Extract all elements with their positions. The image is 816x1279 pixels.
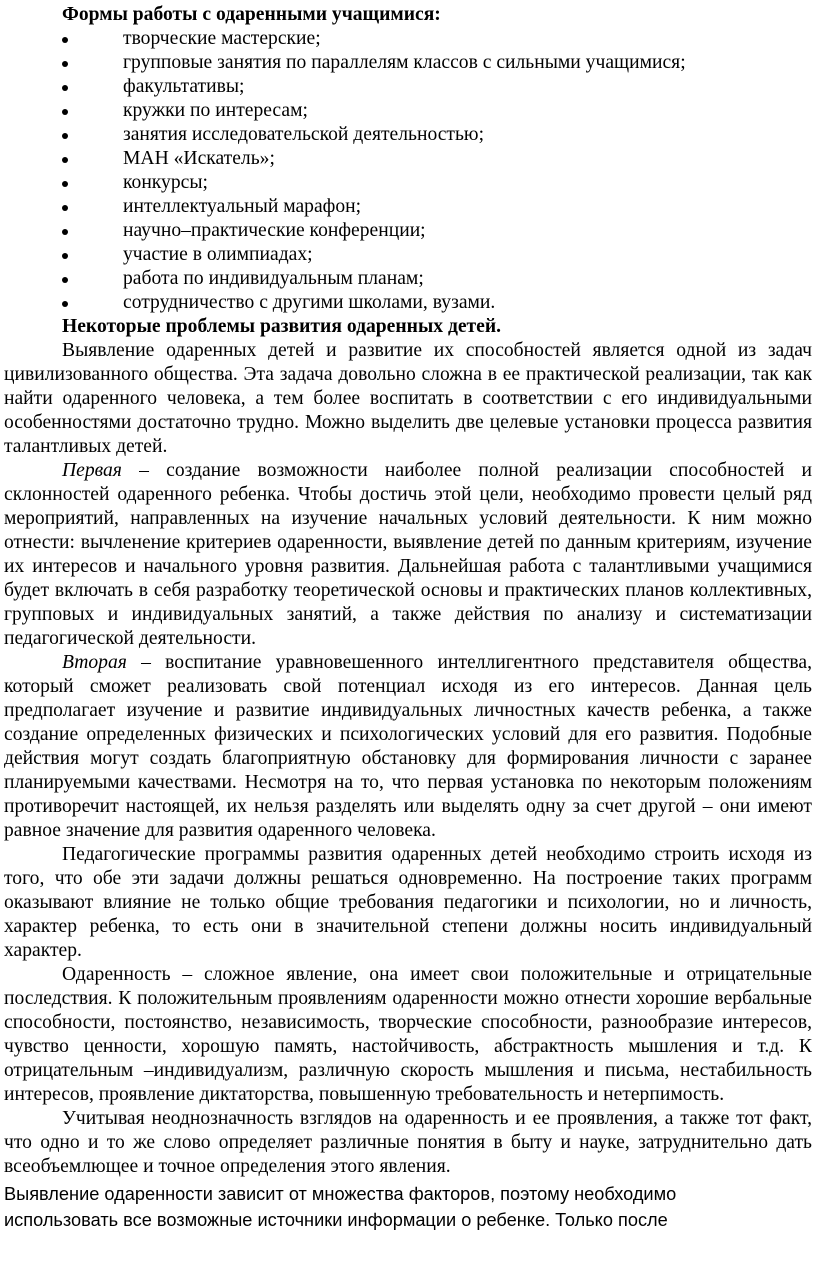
list-item: участие в олимпиадах; — [0, 243, 816, 267]
bullet-icon — [62, 229, 68, 235]
paragraph-definition: Учитывая неоднозначность взглядов на одаренность и ее проявления, а также тот факт, что одно и то же слово определяет различные понятия в быту и науке, затруднительно дать всеобъемлющее и точное определения этого явления. — [4, 1108, 812, 1177]
paragraph-closing — [0, 1181, 816, 1233]
paragraph-programs: Педагогические программы развития одаренных детей необходимо строить исходя из того, что обе эти задачи должны решаться одновременно. На построение таких программ оказывают влияние не только общие требования педагогики и психологии, но и личность, характер ребенка, то есть они в значительной степени должны носить индивидуальный характер. — [4, 844, 812, 961]
forms-heading: Формы работы с одаренными учащимися: — [62, 4, 441, 25]
paragraph-first-goal: Первая – создание возможности наиболее полной реализации способностей и склонностей одаренного ребенка. Чтобы достичь этой цели, необходимо провести целый ряд мероприятий, направленных на изучение начальных условий деятельности. К ним можно отнести: вычленение критериев одаренности, выявление детей по данным критериям, изучение их интересов и начального уровня развития. Дальнейшая работа с талантливыми учащимися будет включать в себя разработку теоретической основы и практических планов коллективных, групповых и индивидуальных занятий, а также действия по анализу и систематизации педагогической деятельности. — [4, 460, 812, 649]
bullet-icon — [62, 205, 68, 211]
paragraph-giftedness: Одаренность – сложное явление, она имеет свои положительные и отрицательные последствия. К положительным проявлениям одаренности можно отнести хорошие вербальные способности, постоянство, независимость, творческие способности, разнообразие интересов, чувство ценности, хорошую память, настойчивость, абстрактность мышления и т.д. К отрицательным –индивидуализм, различную скорость мышления и письма, нестабильность интересов, проявление диктаторства, повышенную требовательность и нетерпимость. — [4, 964, 812, 1105]
bullet-icon — [62, 85, 68, 91]
bullet-icon — [62, 109, 68, 115]
bullet-icon — [62, 133, 68, 139]
list-item: групповые занятия по параллелям классов с сильными учащимися; — [0, 51, 816, 75]
list-item: занятия исследовательской деятельностью; — [0, 123, 816, 147]
closing-text-bold: Выявление одаренности зависит от множества факторов, поэтому необходимо использовать все возможные источники информации о ребенке. — [4, 1184, 677, 1230]
list-item: сотрудничество с другими школами, вузами. — [0, 291, 816, 315]
bullet-icon — [62, 181, 68, 187]
bullet-icon — [62, 253, 68, 259]
paragraph-intro: Выявление одаренных детей и развитие их способностей является одной из задач цивилизованного общества. Эта задача довольно сложна в ее практической реализации, так как найти одаренного человека, а тем более воспитать в соответствии с его индивидуальными особенностями достаточно трудно. Можно выделить две целевые установки процесса развития талантливых детей. — [4, 340, 812, 457]
bullet-icon — [62, 277, 68, 283]
list-item: факультативы; — [0, 75, 816, 99]
problems-heading: Некоторые проблемы развития одаренных детей. — [62, 316, 502, 337]
first-goal-lead: Первая — [62, 460, 122, 481]
bullet-icon — [62, 157, 68, 163]
paragraph-second-goal: Вторая – воспитание уравновешенного интеллигентного представителя общества, который сможет реализовать свой потенциал исходя из его интересов. Данная цель предполагает изучение и развитие индивидуальных личностных качеств ребенка, а также создание определенных физических и психологических условий для его развития. Подобные действия могут создать благоприятную обстановку для формирования личности с заранее планируемыми качествами. Несмотря на то, что первая установка по некоторым положениям противоречит настоящей, их нельзя разделять или выделять одну за счет другой – они имеют равное значение для развития одаренного человека. — [4, 652, 812, 841]
list-item: конкурсы; — [0, 171, 816, 195]
list-item: МАН «Искатель»; — [0, 147, 816, 171]
list-item: научно–практические конференции; — [0, 219, 816, 243]
forms-list — [0, 27, 816, 315]
list-item: творческие мастерские; — [0, 27, 816, 51]
bullet-icon — [62, 37, 68, 43]
list-item: кружки по интересам; — [0, 99, 816, 123]
bullet-icon — [62, 61, 68, 67]
second-goal-lead: Вторая — [62, 652, 127, 673]
list-item: интеллектуальный марафон; — [0, 195, 816, 219]
list-item: работа по индивидуальным планам; — [0, 267, 816, 291]
bullet-icon — [62, 301, 68, 307]
closing-text-tail: Только после — [550, 1210, 668, 1230]
